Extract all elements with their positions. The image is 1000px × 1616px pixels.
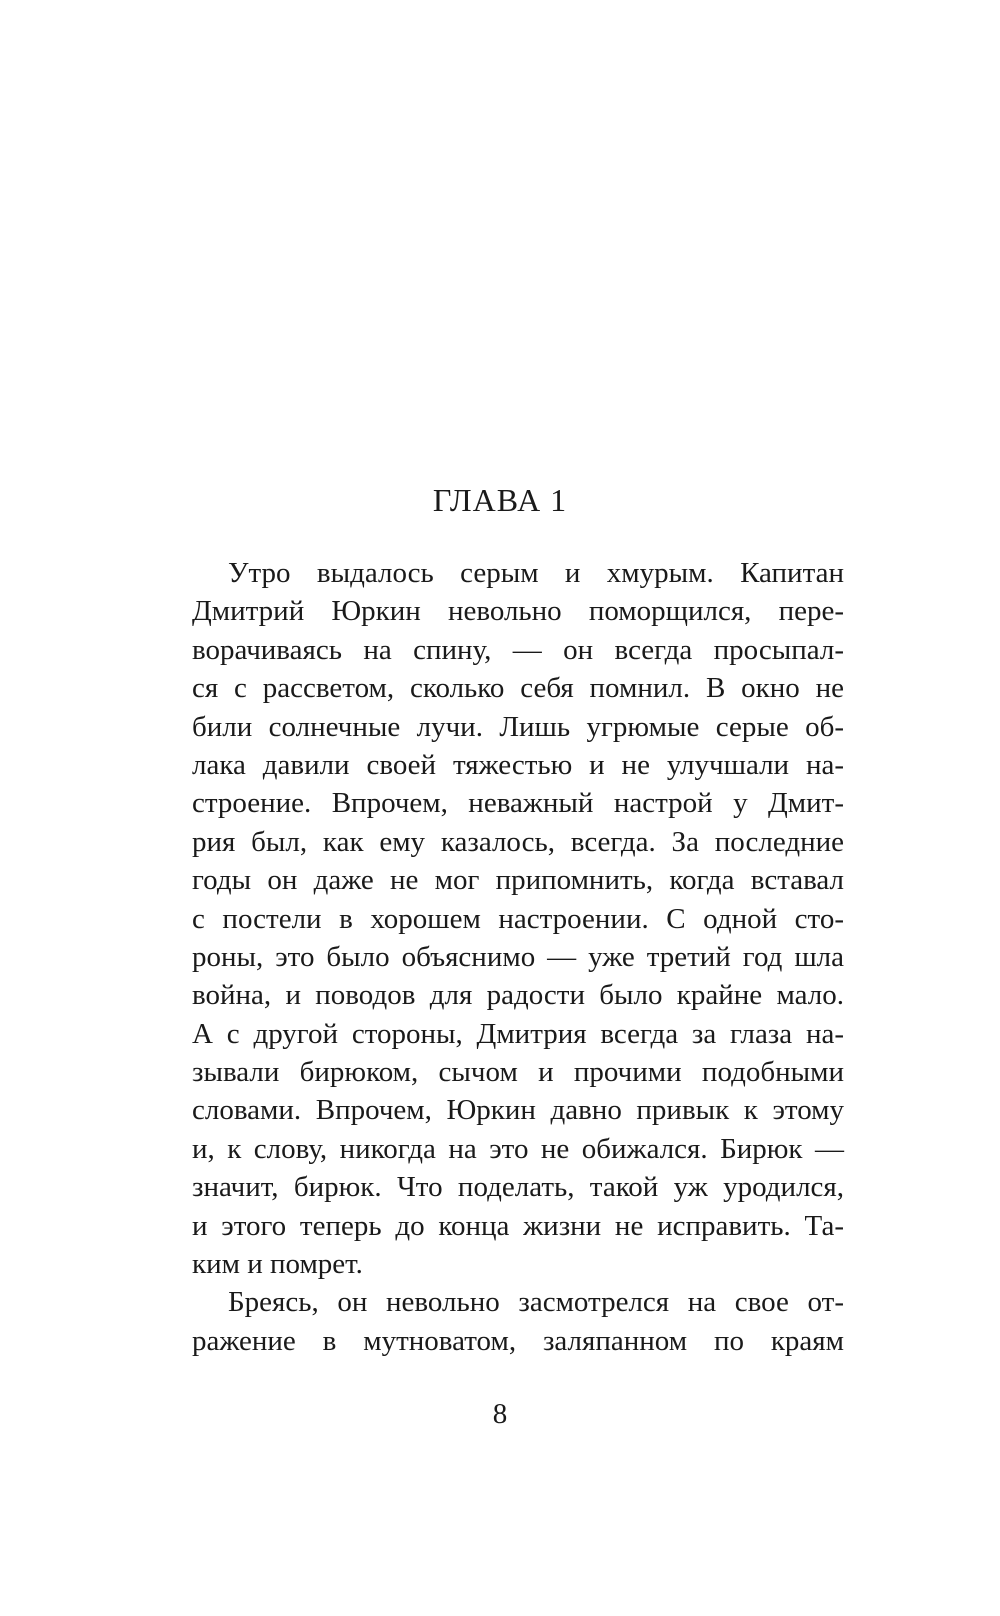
text-line: лака давили своей тяжестью и не улучшали на-: [192, 748, 844, 781]
text-line: и этого теперь до конца жизни не исправить. Та-: [192, 1209, 844, 1242]
chapter-title: ГЛАВА 1: [432, 482, 568, 518]
text-line: рия был, как ему казалось, всегда. За последние: [192, 825, 844, 858]
text-line: ся с рассветом, сколько себя помнил. В окно не: [192, 672, 844, 705]
text-line: война, и поводов для радости было крайне мало.: [192, 979, 844, 1012]
text-line: словами. Впрочем, Юркин давно привык к этому: [192, 1094, 844, 1127]
text-line: годы он даже не мог припомнить, когда вставал: [192, 864, 844, 897]
text-line: ражение в мутноватом, заляпанном по краям: [192, 1324, 844, 1357]
text-line: били солнечные лучи. Лишь угрюмые серые об-: [192, 710, 844, 743]
text-line: ким и помрет.: [192, 1248, 363, 1281]
text-line: зывали бирюком, сычом и прочими подобными: [192, 1056, 844, 1089]
body-text: [192, 554, 844, 1360]
text-line: значит, бирюк. Что поделать, такой уж уродился,: [192, 1171, 844, 1204]
text-line: роны, это было объяснимо — уже третий год шла: [192, 940, 844, 973]
text-line: Бреясь, он невольно засмотрелся на свое от-: [228, 1286, 844, 1319]
text-line: и, к слову, никогда на это не обижался. Бирюк —: [192, 1132, 844, 1165]
text-line: ворачиваясь на спину, — он всегда просыпал-: [192, 633, 844, 666]
text-line: с постели в хорошем настроении. С одной сто-: [192, 902, 844, 935]
text-line: строение. Впрочем, неважный настрой у Дмит-: [192, 787, 844, 820]
page-number: 8: [492, 1398, 508, 1430]
text-line: Утро выдалось серым и хмурым. Капитан: [228, 557, 844, 589]
text-line: Дмитрий Юркин невольно поморщился, пере-: [192, 595, 844, 628]
text-line: А с другой стороны, Дмитрия всегда за глаза на-: [192, 1017, 844, 1050]
